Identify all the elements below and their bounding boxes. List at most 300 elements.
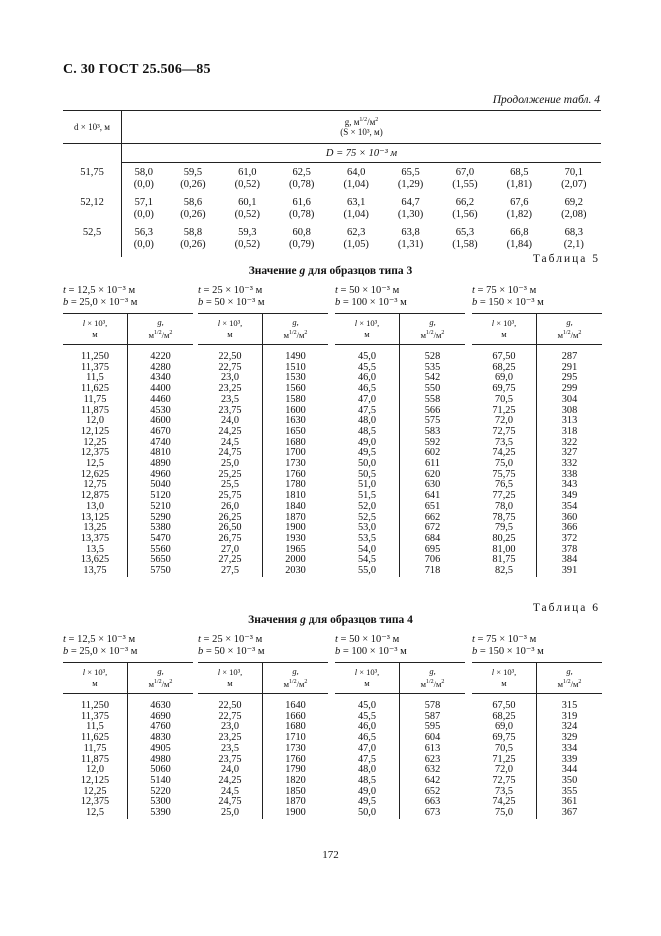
- table-6-caption: Таблица 6: [532, 602, 600, 614]
- table-row: [198, 345, 328, 363]
- l-value: 53,5: [335, 534, 400, 545]
- g-value: 1930: [285, 532, 306, 544]
- table-row: [198, 733, 328, 744]
- g-value: 4340: [150, 372, 171, 384]
- l-value: 12,625: [63, 470, 128, 481]
- g-value-cell: 67,6 (1,82): [506, 197, 533, 220]
- table-row: [63, 223, 601, 257]
- l-value: 13,5: [63, 545, 128, 556]
- l-value: 13,125: [63, 513, 128, 524]
- l-value: 26,0: [198, 502, 263, 513]
- l-value: 13,0: [63, 502, 128, 513]
- table-row: [63, 744, 193, 755]
- table-row: [335, 765, 465, 776]
- g-value: 5040: [150, 479, 171, 491]
- l-value: 73,5: [472, 438, 537, 449]
- l-value: 47,5: [335, 755, 400, 766]
- g-value: 1530: [285, 372, 306, 384]
- g-value: 1820: [285, 774, 306, 786]
- l-value: 49,0: [335, 787, 400, 798]
- block-parameters: t = 12,5 × 10⁻³ м b = 25,0 × 10⁻³ м: [63, 285, 138, 308]
- table-row: [63, 491, 193, 502]
- g-value: 299: [561, 383, 578, 395]
- l-value: 23,75: [198, 755, 263, 766]
- g-value: 673: [424, 807, 441, 819]
- l-value: 75,0: [472, 459, 537, 470]
- g-value: 2000: [285, 554, 306, 566]
- g-value: 4960: [150, 468, 171, 480]
- l-value: 49,5: [335, 797, 400, 808]
- l-value: 12,0: [63, 416, 128, 427]
- l-value: 12,5: [63, 808, 128, 819]
- l-value: 27,25: [198, 555, 263, 566]
- l-value: 52,5: [335, 513, 400, 524]
- table-row: [63, 406, 193, 417]
- g-value: 4890: [150, 458, 171, 470]
- g-value: 542: [424, 372, 441, 384]
- l-value: 12,125: [63, 427, 128, 438]
- g-value: 4690: [150, 710, 171, 722]
- l-value: 54,0: [335, 545, 400, 556]
- g-value-cell: 63,8 (1,31): [397, 227, 424, 250]
- table-row: [198, 534, 328, 545]
- g-value: 632: [424, 764, 441, 776]
- l-value: 23,5: [198, 744, 263, 755]
- g-value: 595: [424, 721, 441, 733]
- g-value: 1840: [285, 500, 306, 512]
- g-value: 4740: [150, 436, 171, 448]
- g-value: 5560: [150, 543, 171, 555]
- g-value: 4220: [150, 351, 171, 362]
- g-value: 663: [424, 796, 441, 808]
- g-value: 384: [561, 554, 578, 566]
- table-row: [63, 448, 193, 459]
- l-value: 11,75: [63, 744, 128, 755]
- l-value: 11,625: [63, 733, 128, 744]
- l-value: 23,75: [198, 406, 263, 417]
- g-column-header: g, $м^{1/2}/м^2$: [400, 663, 466, 694]
- g-value: 1510: [285, 361, 306, 373]
- table-row: [335, 459, 465, 470]
- l-value: 13,25: [63, 523, 128, 534]
- l-value: 71,25: [472, 755, 537, 766]
- g-value: 367: [561, 807, 578, 819]
- g-value: 1700: [285, 447, 306, 459]
- table-row: [335, 416, 465, 427]
- l-value: 11,250: [63, 694, 128, 712]
- table-row: [63, 712, 193, 723]
- table-row: [472, 406, 602, 417]
- l-column-header: l × 10³, м: [335, 314, 400, 345]
- g-value: 4905: [150, 742, 171, 754]
- g-value: 1680: [285, 721, 306, 733]
- g-value: 623: [424, 753, 441, 765]
- table-row: [335, 363, 465, 374]
- l-value: 47,0: [335, 744, 400, 755]
- g-value: 1760: [285, 468, 306, 480]
- l-value: 12,375: [63, 797, 128, 808]
- g-value: 361: [561, 796, 578, 808]
- l-value: 24,5: [198, 438, 263, 449]
- table-row: [472, 797, 602, 808]
- l-value: 78,0: [472, 502, 537, 513]
- l-value: 46,0: [335, 373, 400, 384]
- g-value: 4760: [150, 721, 171, 733]
- g-value: 327: [561, 447, 578, 459]
- g-value: 5220: [150, 785, 171, 797]
- table-row: [335, 808, 465, 819]
- l-value: 69,0: [472, 373, 537, 384]
- g-value: 587: [424, 710, 441, 722]
- block-table: [472, 662, 602, 819]
- l-value: 79,5: [472, 523, 537, 534]
- l-value: 11,5: [63, 373, 128, 384]
- g-value: 651: [424, 500, 441, 512]
- g-value: 558: [424, 393, 441, 405]
- l-value: 12,5: [63, 459, 128, 470]
- g-value-cell: 59,3 (0,52): [234, 227, 261, 250]
- g-value: 329: [561, 732, 578, 744]
- l-value: 70,5: [472, 744, 537, 755]
- g-value: 718: [424, 565, 441, 577]
- g-value: 1490: [285, 351, 306, 362]
- block-parameters: t = 50 × 10⁻³ м b = 100 × 10⁻³ м: [335, 634, 407, 657]
- l-value: 67,50: [472, 345, 537, 363]
- l-value: 46,5: [335, 384, 400, 395]
- g-value: 391: [561, 565, 578, 577]
- l-value: 68,25: [472, 712, 537, 723]
- table-row: [472, 345, 602, 363]
- table-4-continued: [63, 110, 601, 257]
- l-value: 49,0: [335, 438, 400, 449]
- g-value: 5750: [150, 565, 171, 577]
- l-value: 48,0: [335, 765, 400, 776]
- g-value: 4830: [150, 732, 171, 744]
- table-row: [472, 555, 602, 566]
- g-column-header: g, $м^{1/2}/м^2$: [263, 663, 329, 694]
- l-column-header: l × 10³, м: [63, 314, 128, 345]
- l-value: 24,0: [198, 765, 263, 776]
- l-value: 11,625: [63, 384, 128, 395]
- g-value: 1600: [285, 404, 306, 416]
- g-value: 1650: [285, 425, 306, 437]
- g-value: 322: [561, 436, 578, 448]
- l-value: 81,75: [472, 555, 537, 566]
- l-value: 51,5: [335, 491, 400, 502]
- g-value: 604: [424, 732, 441, 744]
- g-value: 334: [561, 742, 578, 754]
- table-row: [198, 406, 328, 417]
- block-table: [63, 662, 193, 819]
- table-row: [63, 534, 193, 545]
- g-value-cell: 63,1 (1,04): [343, 197, 369, 220]
- l-value: 22,75: [198, 712, 263, 723]
- l-value: 12,0: [63, 765, 128, 776]
- l-value: 70,5: [472, 395, 537, 406]
- g-value: 313: [561, 415, 578, 427]
- l-value: 48,0: [335, 416, 400, 427]
- l-value: 27,5: [198, 566, 263, 577]
- g-value: 4630: [150, 700, 171, 711]
- g-column-header: g, $м^{1/2}/м^2$: [263, 314, 329, 345]
- block-parameters: t = 25 × 10⁻³ м b = 50 × 10⁻³ м: [198, 285, 265, 308]
- g-value-cell: 68,3 (2,1): [563, 227, 584, 250]
- d-value: 52,12: [63, 193, 122, 223]
- table-row: [63, 797, 193, 808]
- table-row: [335, 694, 465, 712]
- g-value: 304: [561, 393, 578, 405]
- l-value: 24,0: [198, 416, 263, 427]
- table-row: [472, 712, 602, 723]
- l-value: 45,0: [335, 345, 400, 363]
- table-row: [63, 502, 193, 513]
- l-value: 11,375: [63, 363, 128, 374]
- table-row: [198, 448, 328, 459]
- g-value: 291: [561, 361, 578, 373]
- table-row: [335, 787, 465, 798]
- g-value-cell: 58,8 (0,26): [180, 227, 206, 250]
- d-value: 52,5: [63, 223, 122, 257]
- table-row: [472, 448, 602, 459]
- d-value-row: D = 75 × 10⁻³ м: [122, 144, 602, 163]
- l-value: 23,25: [198, 733, 263, 744]
- table-row: [472, 363, 602, 374]
- l-value: 12,125: [63, 776, 128, 787]
- g-column-header: g, $м^{1/2}/м^2$: [537, 314, 603, 345]
- g-value: 684: [424, 532, 441, 544]
- l-value: 69,0: [472, 722, 537, 733]
- l-value: 67,50: [472, 694, 537, 712]
- table-row: [335, 722, 465, 733]
- l-value: 48,5: [335, 427, 400, 438]
- l-value: 11,5: [63, 722, 128, 733]
- d-column-header: d × 10³, м: [63, 111, 122, 144]
- g-value: 378: [561, 543, 578, 555]
- table-row: [198, 566, 328, 577]
- l-value: 81,00: [472, 545, 537, 556]
- g-value: 5060: [150, 764, 171, 776]
- l-value: 23,25: [198, 384, 263, 395]
- l-value: 71,25: [472, 406, 537, 417]
- table-row: [198, 712, 328, 723]
- table-row: [63, 384, 193, 395]
- table-row: [198, 427, 328, 438]
- g-value: 662: [424, 511, 441, 523]
- g-value: 4980: [150, 753, 171, 765]
- l-value: 50,5: [335, 470, 400, 481]
- l-value: 49,5: [335, 448, 400, 459]
- g-value: 354: [561, 500, 578, 512]
- g-value: 1965: [285, 543, 306, 555]
- table-row: [335, 534, 465, 545]
- table-continuation-label: Продолжение табл. 4: [492, 94, 600, 106]
- table-row: [198, 470, 328, 481]
- g-value: 5390: [150, 807, 171, 819]
- g-value-cell: 58,0 (0,0): [133, 167, 154, 190]
- g-value: 1660: [285, 710, 306, 722]
- g-value: 578: [424, 700, 441, 711]
- g-value-cell: 57,1 (0,0): [133, 197, 154, 220]
- g-value: 287: [561, 351, 578, 362]
- block-table: [63, 313, 193, 577]
- g-value: 343: [561, 479, 578, 491]
- table-5-caption: Таблица 5: [532, 253, 600, 265]
- g-value-cell: 60,8 (0,79): [289, 227, 315, 250]
- l-value: 11,875: [63, 406, 128, 417]
- l-value: 76,5: [472, 480, 537, 491]
- l-value: 45,0: [335, 694, 400, 712]
- table-row: [472, 427, 602, 438]
- table-6-title: Значения g для образцов типа 4: [248, 614, 413, 626]
- table-row: [472, 744, 602, 755]
- block-parameters: t = 12,5 × 10⁻³ м b = 25,0 × 10⁻³ м: [63, 634, 138, 657]
- table-row: [472, 491, 602, 502]
- table-row: [335, 712, 465, 723]
- table-row: [335, 384, 465, 395]
- l-value: 48,5: [335, 776, 400, 787]
- l-value: 25,5: [198, 480, 263, 491]
- g-value: 613: [424, 742, 441, 754]
- g-value: 349: [561, 490, 578, 502]
- table-row: [335, 491, 465, 502]
- g-value: 332: [561, 458, 578, 470]
- l-value: 45,5: [335, 363, 400, 374]
- l-value: 46,0: [335, 722, 400, 733]
- table-row: [335, 545, 465, 556]
- g-value: 1850: [285, 785, 306, 797]
- table-row: [63, 363, 193, 374]
- block-table: [335, 313, 465, 577]
- g-value: 5650: [150, 554, 171, 566]
- l-value: 26,75: [198, 534, 263, 545]
- table-row: [63, 345, 193, 363]
- g-value: 5470: [150, 532, 171, 544]
- l-value: 27,0: [198, 545, 263, 556]
- table-row: [198, 384, 328, 395]
- l-value: 74,25: [472, 448, 537, 459]
- g-value: 4460: [150, 393, 171, 405]
- g-value: 4530: [150, 404, 171, 416]
- g-value: 1630: [285, 415, 306, 427]
- l-value: 78,75: [472, 513, 537, 524]
- table-row: [335, 733, 465, 744]
- table-row: [472, 384, 602, 395]
- g-value: 5120: [150, 490, 171, 502]
- l-value: 12,25: [63, 787, 128, 798]
- g-value: 1560: [285, 383, 306, 395]
- g-value: 339: [561, 753, 578, 765]
- l-value: 12,75: [63, 480, 128, 491]
- g-value-cell: 66,8 (1,84): [506, 227, 533, 250]
- g-value-cell: 62,3 (1,05): [343, 227, 369, 250]
- l-value: 69,75: [472, 733, 537, 744]
- g-column-header: g, $м^{1/2}/м^2$: [537, 663, 603, 694]
- g-value-cell: 61,0 (0,52): [234, 167, 261, 190]
- l-value: 72,75: [472, 427, 537, 438]
- g-value: 1730: [285, 742, 306, 754]
- l-value: 24,75: [198, 448, 263, 459]
- g-value: 1780: [285, 479, 306, 491]
- l-value: 11,75: [63, 395, 128, 406]
- g-value: 695: [424, 543, 441, 555]
- g-value: 611: [424, 458, 441, 470]
- g-value: 1760: [285, 753, 306, 765]
- l-column-header: l × 10³, м: [472, 663, 537, 694]
- l-value: 77,25: [472, 491, 537, 502]
- l-value: 52,0: [335, 502, 400, 513]
- l-value: 46,5: [335, 733, 400, 744]
- d-value: 51,75: [63, 163, 122, 194]
- table-row: [63, 733, 193, 744]
- l-value: 23,5: [198, 395, 263, 406]
- table-row: [335, 345, 465, 363]
- l-value: 69,75: [472, 384, 537, 395]
- l-column-header: l × 10³, м: [63, 663, 128, 694]
- l-value: 26,50: [198, 523, 263, 534]
- l-value: 22,75: [198, 363, 263, 374]
- g-value: 318: [561, 425, 578, 437]
- g-value: 630: [424, 479, 441, 491]
- table-row: [335, 448, 465, 459]
- g-value: 1790: [285, 764, 306, 776]
- l-value: 51,0: [335, 480, 400, 491]
- g-value: 355: [561, 785, 578, 797]
- g-value: 295: [561, 372, 578, 384]
- g-value: 1810: [285, 490, 306, 502]
- g-value-cell: 59,5 (0,26): [180, 167, 206, 190]
- l-value: 73,5: [472, 787, 537, 798]
- block-table: [198, 313, 328, 577]
- table-row: [335, 438, 465, 449]
- table-row: [335, 776, 465, 787]
- l-value: 13,375: [63, 534, 128, 545]
- l-column-header: l × 10³, м: [472, 314, 537, 345]
- table-row: [472, 808, 602, 819]
- g-value: 1730: [285, 458, 306, 470]
- g-value: 338: [561, 468, 578, 480]
- l-value: 11,250: [63, 345, 128, 363]
- l-value: 82,5: [472, 566, 537, 577]
- g-value: 583: [424, 425, 441, 437]
- g-value: 2030: [285, 565, 306, 577]
- block-table: [472, 313, 602, 577]
- g-value: 1900: [285, 522, 306, 534]
- table-row: [335, 755, 465, 766]
- g-value: 550: [424, 383, 441, 395]
- l-value: 75,75: [472, 470, 537, 481]
- table-row: [472, 502, 602, 513]
- table-row: [335, 373, 465, 384]
- l-value: 23,0: [198, 373, 263, 384]
- l-value: 12,25: [63, 438, 128, 449]
- table-row: [472, 755, 602, 766]
- l-value: 24,25: [198, 776, 263, 787]
- l-value: 72,0: [472, 765, 537, 776]
- g-value: 1710: [285, 732, 306, 744]
- table-row: [63, 755, 193, 766]
- l-value: 12,875: [63, 491, 128, 502]
- table-row: [472, 470, 602, 481]
- table-row: [335, 555, 465, 566]
- table-row: [198, 395, 328, 406]
- g-value: 360: [561, 511, 578, 523]
- g-value: 1870: [285, 511, 306, 523]
- g-value: 308: [561, 404, 578, 416]
- l-value: 25,0: [198, 459, 263, 470]
- g-value: 1900: [285, 807, 306, 819]
- g-value: 706: [424, 554, 441, 566]
- table-row: [198, 744, 328, 755]
